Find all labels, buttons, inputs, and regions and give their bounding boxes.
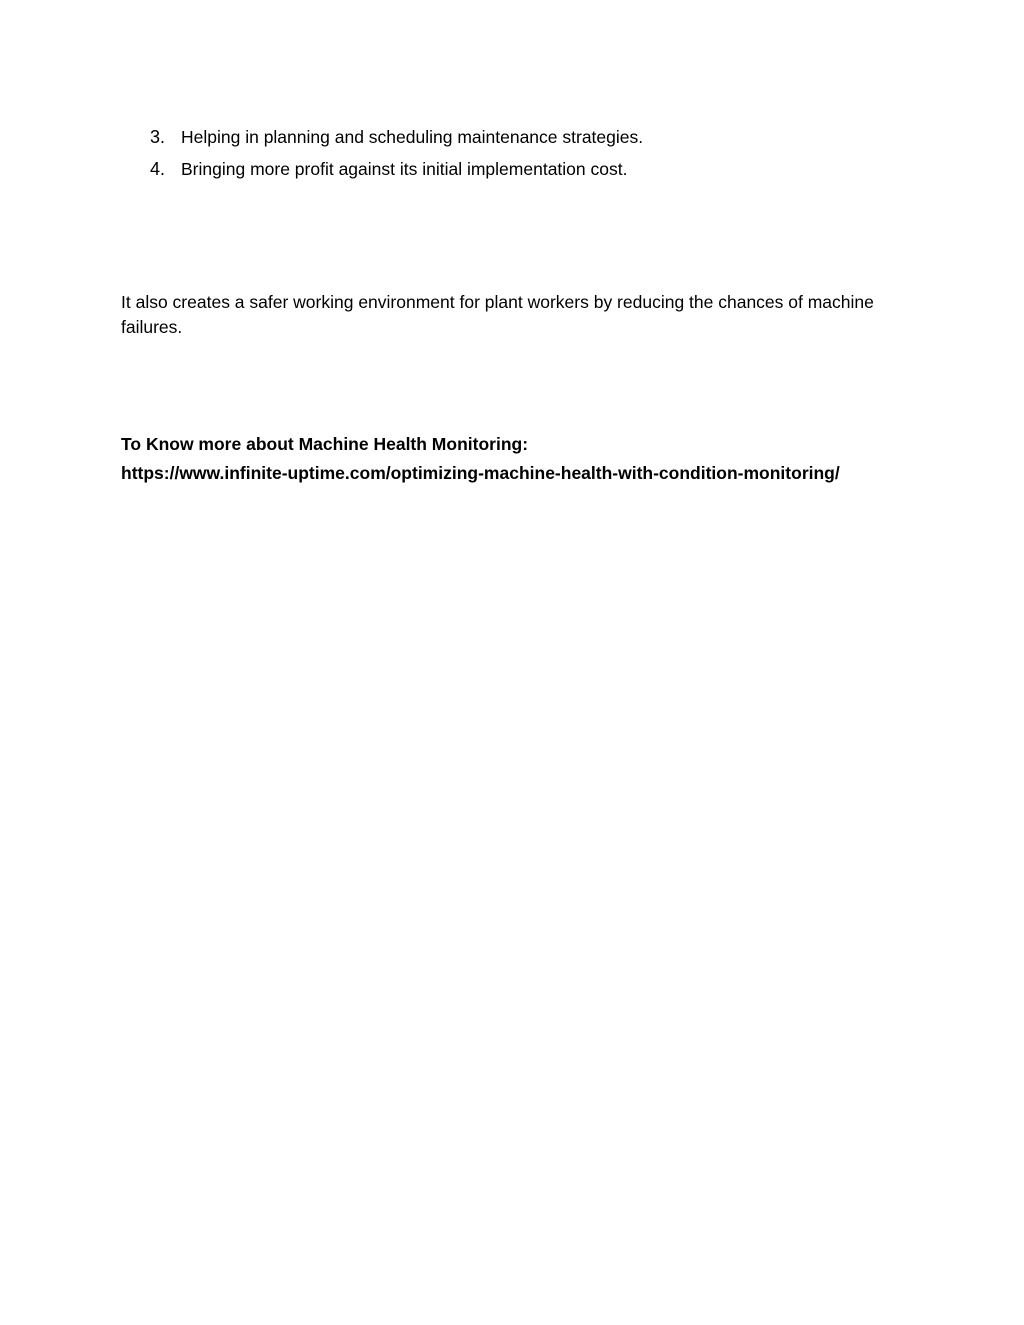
list-item-text: Helping in planning and scheduling maintenance strategies. [181,127,644,147]
list-item-number: 4. [150,159,166,179]
list-item-number: 3. [150,127,166,147]
list-item [150,121,643,153]
list-item-text: Bringing more profit against its initial implementation cost. [181,159,628,179]
more-info-url[interactable]: https://www.infinite-uptime.com/optimizing-machine-health-with-condition-monitoring/ [121,463,840,483]
safety-paragraph: It also creates a safer working environment for plant workers by reducing the chances of machine failures. [121,292,874,337]
more-info-heading: To Know more about Machine Health Monitoring: [121,434,529,454]
numbered-list [150,121,643,185]
list-item [150,153,643,185]
